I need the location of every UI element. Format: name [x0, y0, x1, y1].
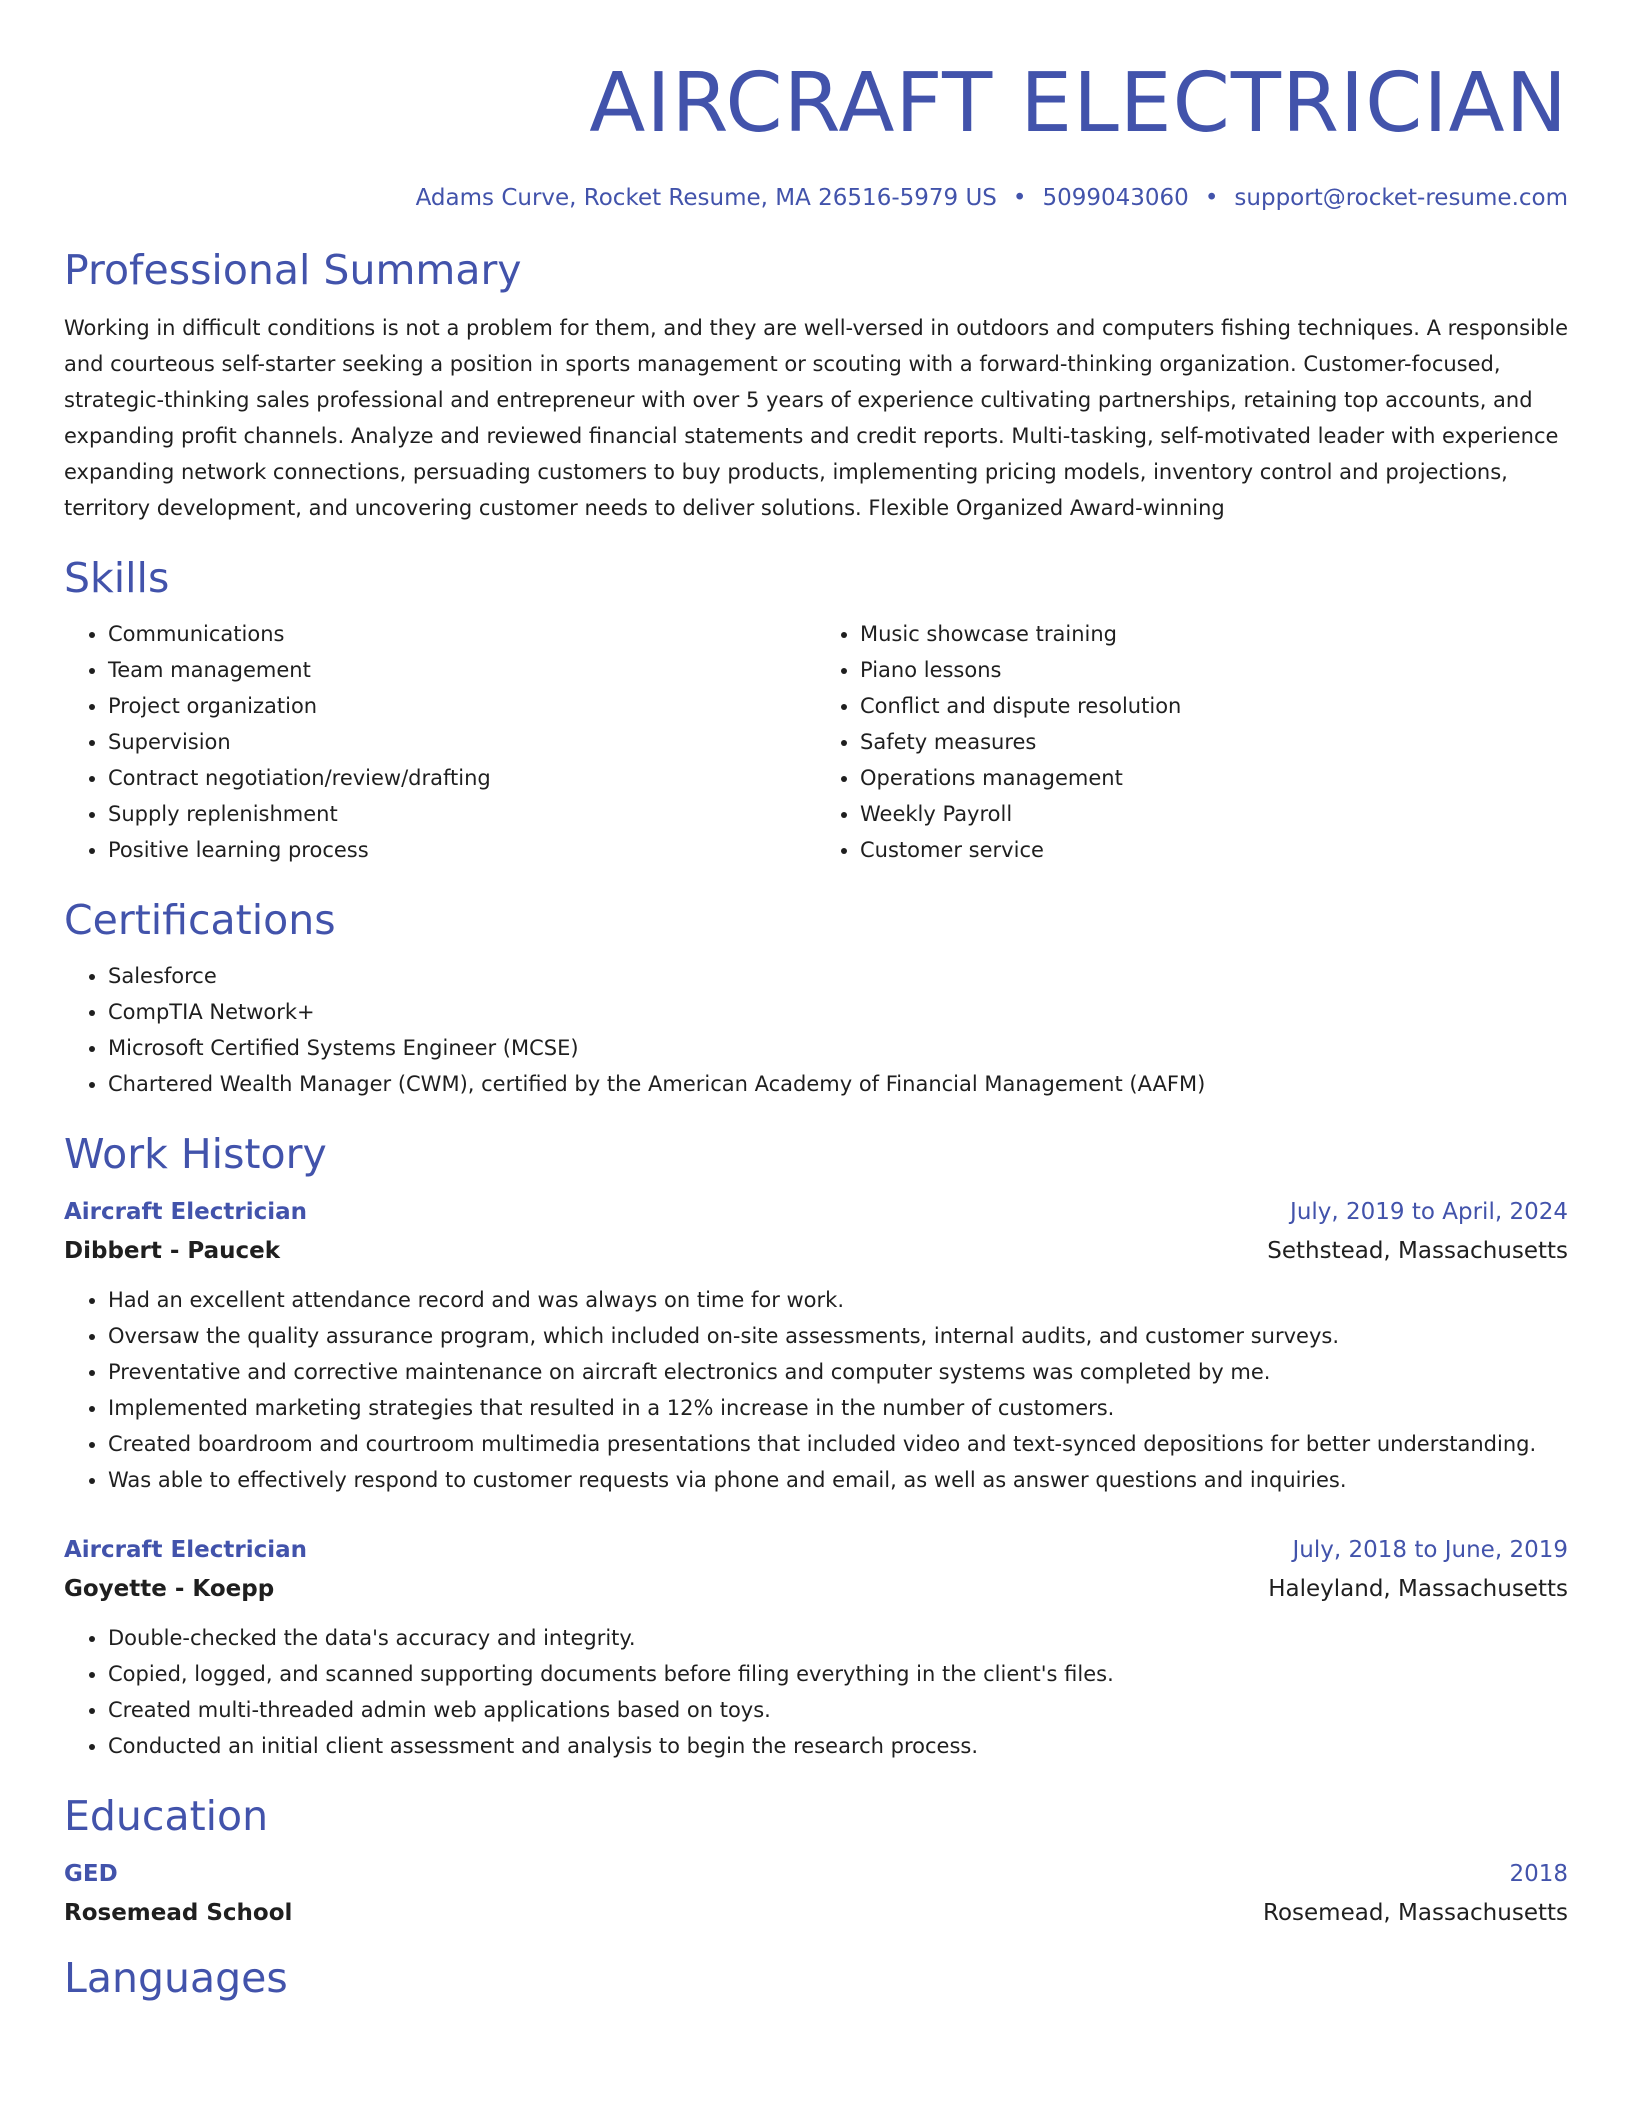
contact-address: Adams Curve, Rocket Resume, MA 26516-5979 US	[415, 185, 997, 211]
section-title-skills: Skills	[64, 554, 170, 602]
job-header	[64, 1532, 1568, 1568]
certification-item: • Chartered Wealth Manager (CWM), certified by the American Academy of Financial Management (AAFM)	[108, 1066, 1568, 1102]
skill-item: • Conflict and dispute resolution	[860, 688, 1568, 724]
job-subheader	[64, 1568, 1568, 1610]
job-header	[64, 1194, 1568, 1230]
education-subheader	[64, 1892, 1568, 1934]
job-bullet: • Created boardroom and courtroom multimedia presentations that included video and text-synced depositions for better understanding.	[108, 1426, 1568, 1462]
skill-item: • Music showcase training	[860, 616, 1568, 652]
job-bullets	[64, 1282, 1568, 1498]
skill-item: • Positive learning process	[108, 832, 816, 868]
certifications-list	[64, 958, 1568, 1102]
certification-item: • Microsoft Certified Systems Engineer (MCSE)	[108, 1030, 1568, 1066]
education-entry	[64, 1856, 1568, 1934]
job-subheader	[64, 1230, 1568, 1272]
contact-separator: •	[1012, 185, 1027, 211]
skills-column-left	[64, 616, 816, 868]
skill-item: • Communications	[108, 616, 816, 652]
skill-item: • Supply replenishment	[108, 796, 816, 832]
skill-item: • Customer service	[860, 832, 1568, 868]
job-entry	[64, 1194, 1568, 1498]
job-entry	[64, 1532, 1568, 1764]
skill-item: • Supervision	[108, 724, 816, 760]
skill-item: • Weekly Payroll	[860, 796, 1568, 832]
job-location: Sethstead, Massachusetts	[1267, 1238, 1568, 1264]
skill-item: • Safety measures	[860, 724, 1568, 760]
job-location: Haleyland, Massachusetts	[1268, 1576, 1568, 1602]
contact-email[interactable]: support@rocket-resume.com	[1234, 185, 1568, 211]
contact-line	[64, 182, 1568, 214]
skill-item: • Project organization	[108, 688, 816, 724]
skills-list	[64, 616, 1568, 868]
job-title: Aircraft Electrician	[64, 1199, 307, 1225]
section-title-certifications: Certifications	[64, 896, 336, 944]
education-location: Rosemead, Massachusetts	[1263, 1900, 1568, 1926]
job-dates: July, 2018 to June, 2019	[1292, 1537, 1568, 1563]
education-year: 2018	[1509, 1861, 1568, 1887]
skills-column-right	[816, 616, 1568, 868]
job-bullet: • Had an excellent attendance record and was always on time for work.	[108, 1282, 1568, 1318]
job-employer: Dibbert - Paucek	[64, 1238, 281, 1264]
job-bullet: • Conducted an initial client assessment and analysis to begin the research process.	[108, 1728, 1568, 1764]
contact-separator: •	[1204, 185, 1219, 211]
section-title-education: Education	[64, 1792, 269, 1840]
certification-item: • Salesforce	[108, 958, 1568, 994]
job-employer: Goyette - Koepp	[64, 1576, 275, 1602]
education-degree: GED	[64, 1861, 118, 1887]
job-bullet: • Created multi-threaded admin web applications based on toys.	[108, 1692, 1568, 1728]
section-title-work-history: Work History	[64, 1130, 327, 1178]
section-title-languages: Languages	[64, 1954, 288, 2002]
section-title-summary: Professional Summary	[64, 246, 522, 294]
skill-item: • Operations management	[860, 760, 1568, 796]
job-bullet: • Oversaw the quality assurance program, which included on-site assessments, internal audits, and customer surveys.	[108, 1318, 1568, 1354]
job-bullet: • Implemented marketing strategies that resulted in a 12% increase in the number of customers.	[108, 1390, 1568, 1426]
skill-item: • Piano lessons	[860, 652, 1568, 688]
skill-item: • Team management	[108, 652, 816, 688]
certification-item: • CompTIA Network+	[108, 994, 1568, 1030]
skill-item: • Contract negotiation/review/drafting	[108, 760, 816, 796]
job-title: Aircraft Electrician	[64, 1537, 307, 1563]
summary-text: Working in difficult conditions is not a problem for them, and they are well-versed in outdoors and computers fishing techniques. A responsible and courteous self-starter seeking a position in sports management or scouting with a forward-thinking organization. Customer-focused, strategic-thinking sales professional and entrepreneur with over 5 years of experience cultivating partnerships, retaining top accounts, and expanding profit channels. Analyze and reviewed financial statements and credit reports. Multi-tasking, self-motivated leader with experience expanding network connections, persuading customers to buy products, implementing pricing models, inventory control and projections, territory development, and uncovering customer needs to deliver solutions. Flexible Organized Award-winning	[64, 316, 1569, 520]
candidate-name: AIRCRAFT ELECTRICIAN	[589, 56, 1568, 151]
education-school: Rosemead School	[64, 1900, 293, 1926]
job-bullet: • Was able to effectively respond to customer requests via phone and email, as well as answer questions and inquiries.	[108, 1462, 1568, 1498]
job-bullet: • Double-checked the data's accuracy and integrity.	[108, 1620, 1568, 1656]
job-bullet: • Preventative and corrective maintenance on aircraft electronics and computer systems was completed by me.	[108, 1354, 1568, 1390]
contact-phone[interactable]: 5099043060	[1042, 185, 1189, 211]
education-header	[64, 1856, 1568, 1892]
job-bullets	[64, 1620, 1568, 1764]
job-dates: July, 2019 to April, 2024	[1290, 1199, 1568, 1225]
job-bullet: • Copied, logged, and scanned supporting documents before filing everything in the client's files.	[108, 1656, 1568, 1692]
